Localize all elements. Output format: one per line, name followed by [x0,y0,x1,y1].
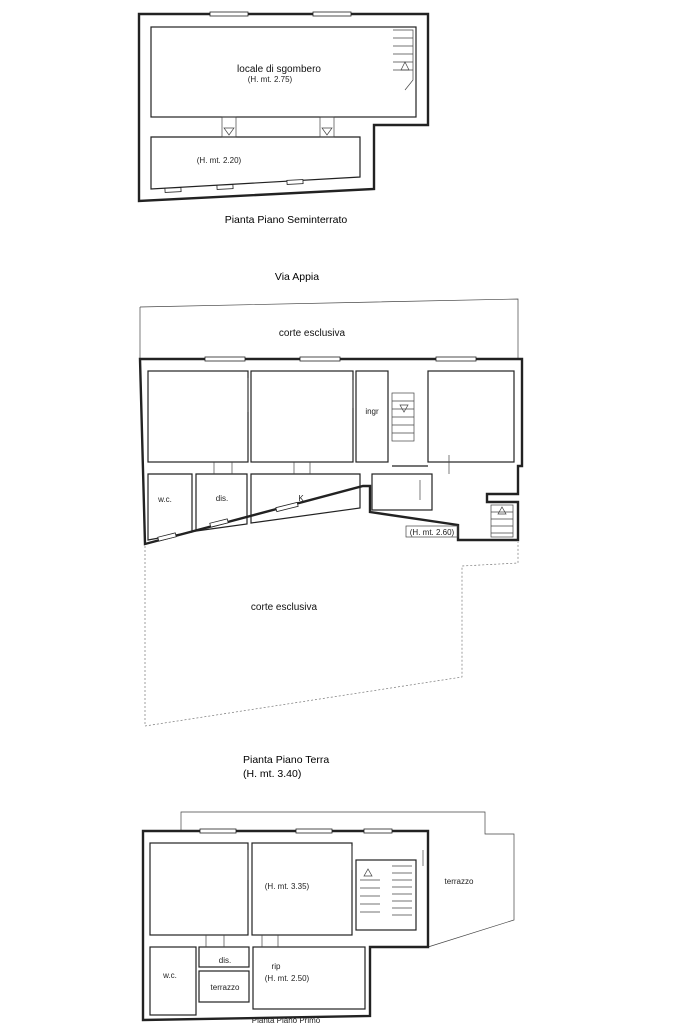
label-primo-terrazzo-small: terrazzo [210,983,240,992]
plan-seminterrato [139,12,428,226]
label-primo-height: (H. mt. 3.35) [264,882,310,891]
plan-terra [140,271,522,780]
label-primo-rip: rip [271,962,281,971]
label-primo-rip-height: (H. mt. 2.50) [264,974,310,983]
room-primo-stair [356,860,416,930]
stair-icon [393,30,413,90]
room-small-back [372,474,432,510]
label-corte-top: corte esclusiva [278,328,346,339]
window-marker [276,502,298,511]
window-marker [364,829,392,833]
window-marker [300,357,340,361]
caption-seminterrato: Pianta Piano Seminterrato [224,214,348,226]
stair-icon [360,866,412,915]
room-wc [148,474,192,540]
window-marker [165,188,181,193]
label-via-appia: Via Appia [274,271,320,283]
label-ingresso: ingr [365,407,379,416]
label-height-side: (H. mt. 2.60) [409,528,455,537]
caption-terra-height: (H. mt. 3.40) [243,768,302,780]
door-arrow-icon [320,117,334,137]
window-marker [205,357,245,361]
window-marker [210,12,248,16]
stair-icon [392,393,414,441]
label-corte-bottom: corte esclusiva [250,602,318,613]
label-height-main: (H. mt. 2.75) [247,75,293,84]
label-terrazzo-right: terrazzo [444,877,474,886]
label-dis: dis. [215,494,229,503]
label-primo-dis: dis. [218,956,232,965]
label-locale-sgombero: locale di sgombero [237,64,321,75]
room-1 [148,371,248,462]
window-marker [210,519,228,527]
terra-building-outline [140,359,522,544]
room-right [428,371,514,462]
window-marker [158,533,176,541]
caption-terra: Pianta Piano Terra [243,754,330,766]
room-primo-wc [150,947,196,1015]
room-lower-storage [151,137,360,189]
window-marker [217,185,233,190]
label-kitchen: K [298,494,304,503]
room-2 [251,371,353,462]
label-primo-wc: w.c. [163,971,177,980]
caption-primo: Pianta Piano Primo [251,1016,321,1025]
plan-primo [143,812,514,1025]
room-primo-1 [150,843,248,935]
seminterrato-outer-wall [139,14,428,201]
corte-bottom-boundary [145,542,518,726]
window-marker [296,829,332,833]
door-arrow-icon [222,117,236,137]
room-ingresso [356,371,388,462]
primo-building-outline [143,831,428,1020]
window-marker [436,357,476,361]
label-wc: w.c. [158,495,172,504]
stair-icon [491,505,513,537]
window-marker [287,180,303,185]
window-marker [200,829,236,833]
room-kitchen [251,474,360,523]
window-marker [313,12,351,16]
label-height-lower: (H. mt. 2.20) [196,156,242,165]
